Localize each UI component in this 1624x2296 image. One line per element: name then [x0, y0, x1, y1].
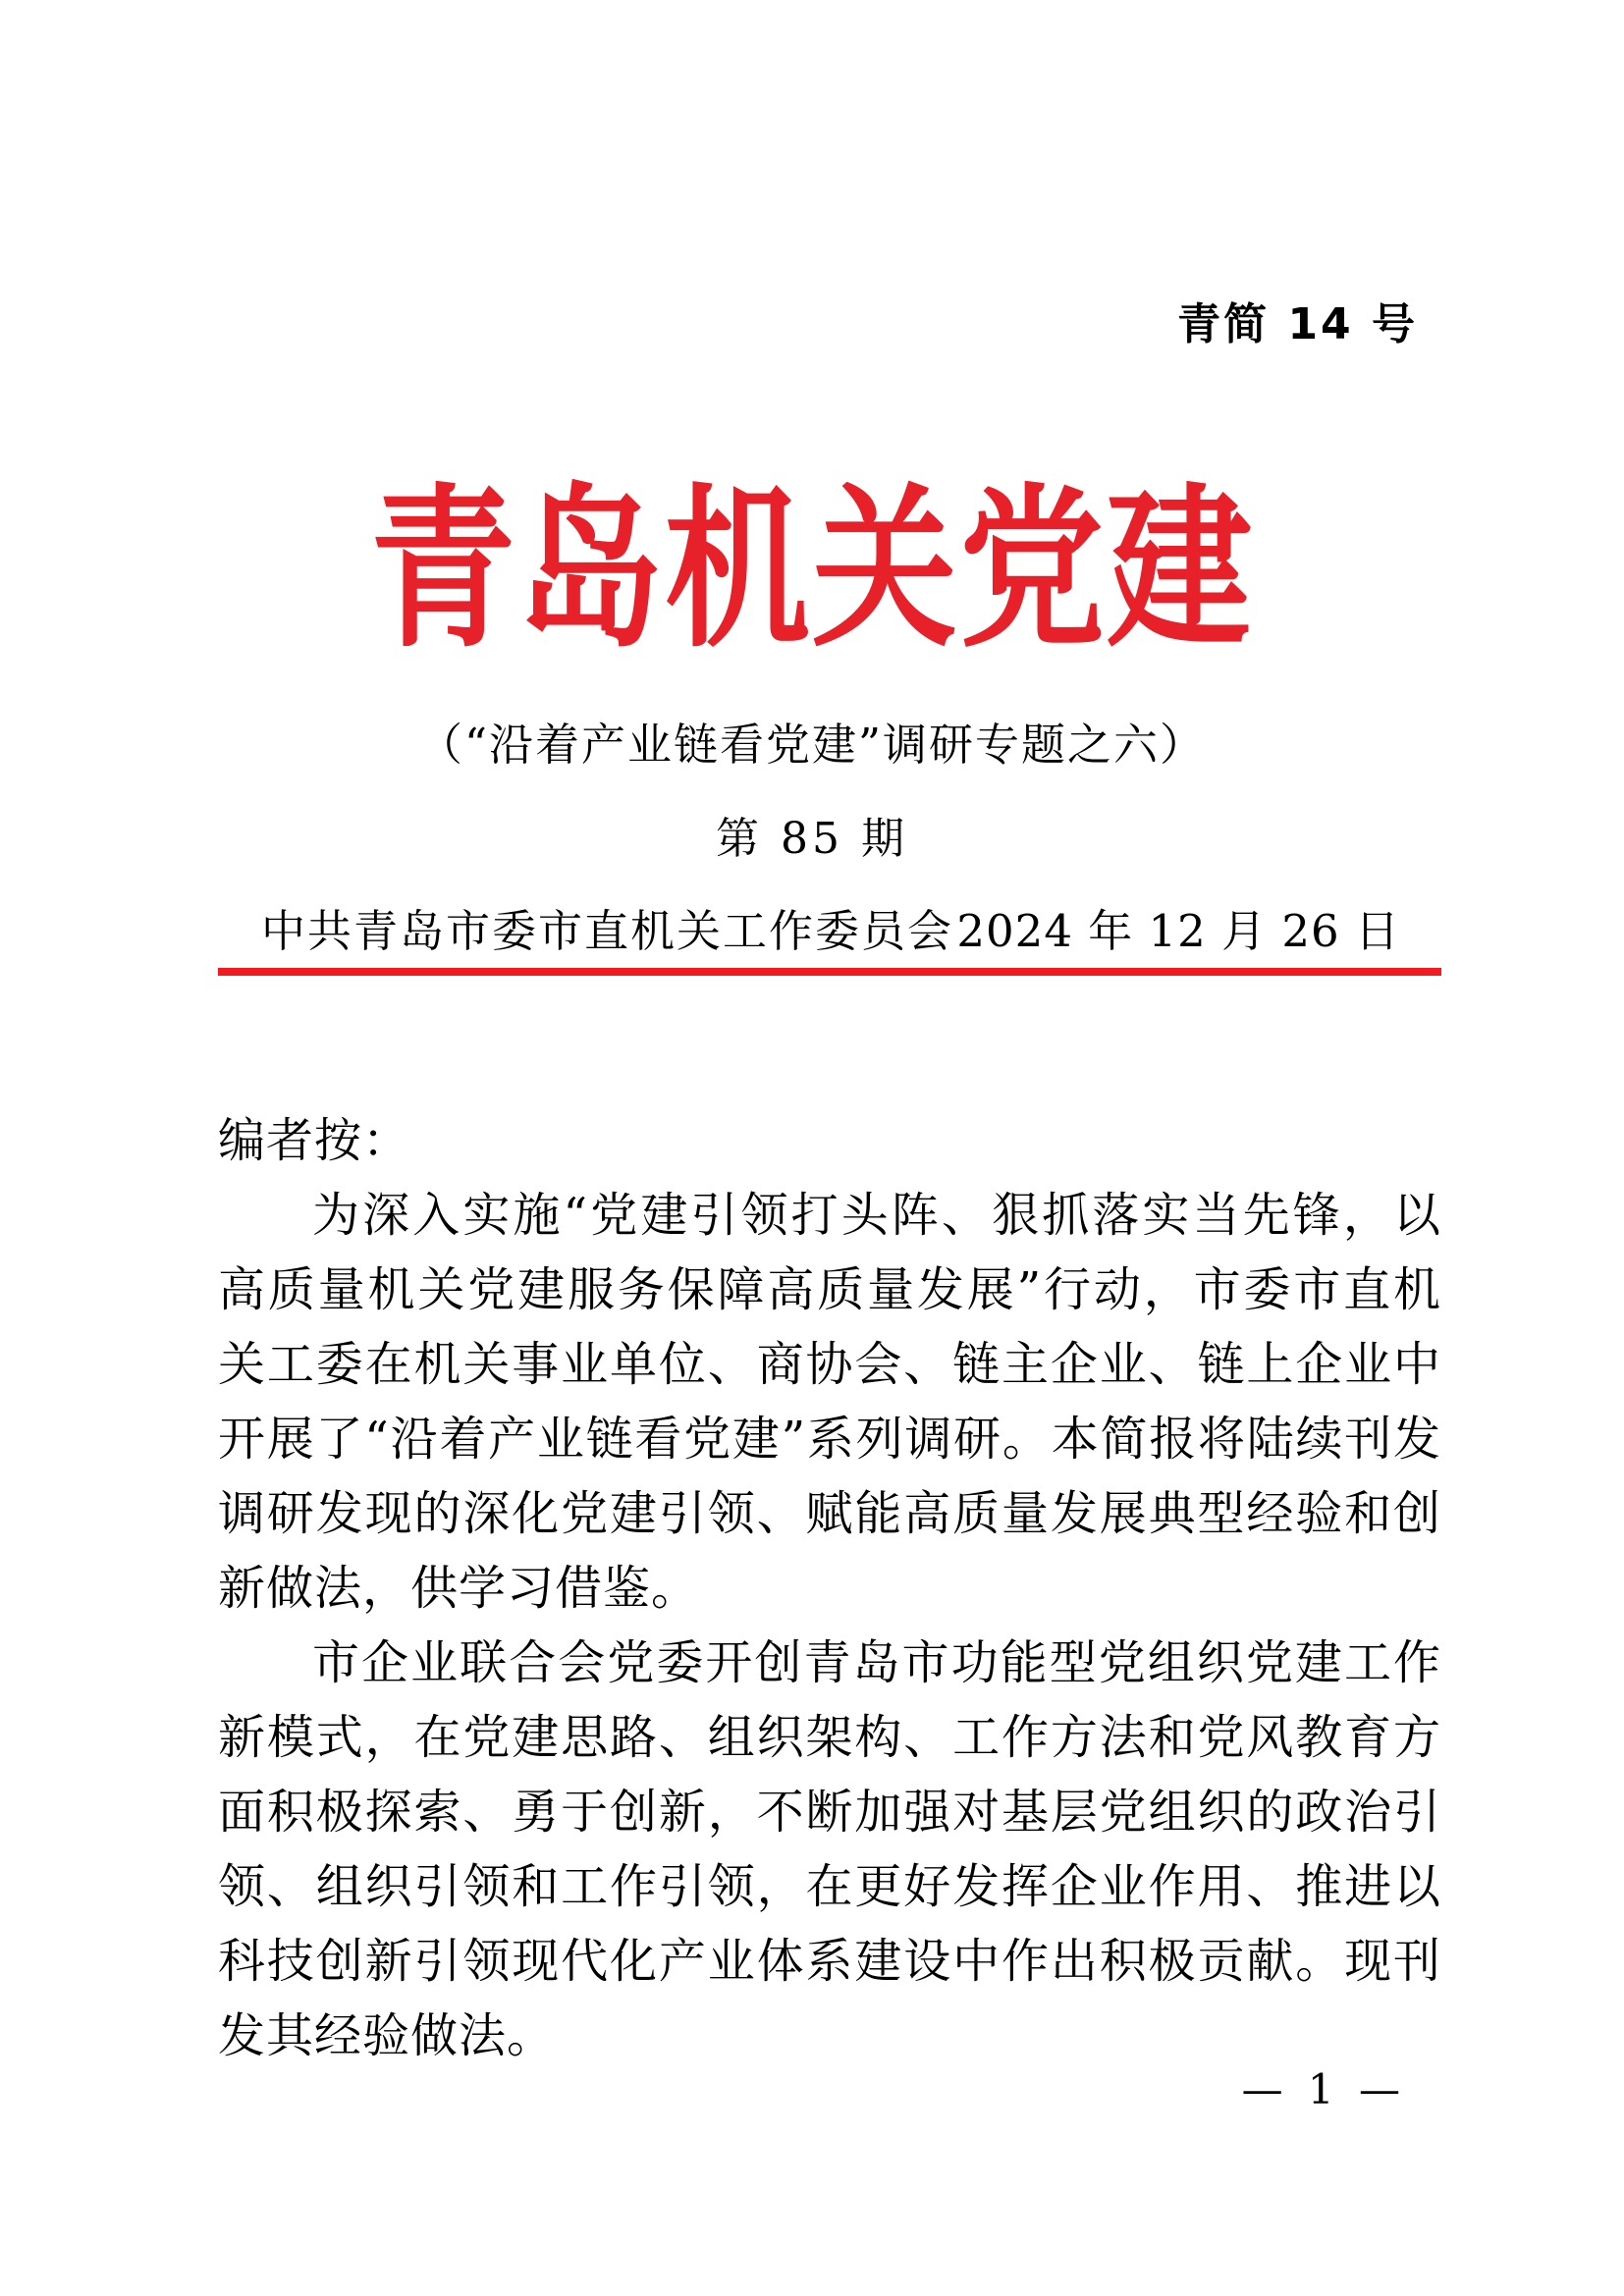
masthead-title: 青岛机关党建 [370, 465, 1254, 671]
masthead-row [261, 895, 1400, 959]
editor-note-label: 编者按： [218, 1113, 411, 1168]
issue-number: 第 85 期 [716, 814, 908, 864]
body-paragraph: 为深入实施“党建引领打头阵、狠抓落实当先锋，以高质量机关党建服务保障高质量发展”行动，市委市直机关工委在机关事业单位、商协会、链主企业、链上企业中开展了“沿着产业链看党建”系列调研。本简报将陆续刊发调研发现的深化党建引领、赋能高质量发展典型经验和创新做法，供学习借鉴。 [218, 1188, 1441, 1616]
masthead-subtitle: （“沿着产业链看党建”调研专题之六） [417, 719, 1206, 771]
page-number: — 1 — [1241, 2065, 1406, 2113]
document-body [218, 1103, 1441, 2073]
red-divider-rule [218, 968, 1441, 976]
doc-number: 青简 14 号 [1177, 299, 1418, 349]
issue-date: 2024 年 12 月 26 日 [956, 905, 1400, 957]
body-paragraph: 市企业联合会党委开创青岛市功能型党组织党建工作新模式，在党建思路、组织架构、工作方法和党风教育方面积极探索、勇于创新，不断加强对基层党组织的政治引领、组织引领和工作引领，在更好发挥企业作用、推进以科技创新引领现代化产业体系建设中作出积极贡献。现刊发其经验做法。 [218, 1635, 1441, 2063]
issuing-organization: 中共青岛市委市直机关工作委员会 [261, 905, 954, 957]
